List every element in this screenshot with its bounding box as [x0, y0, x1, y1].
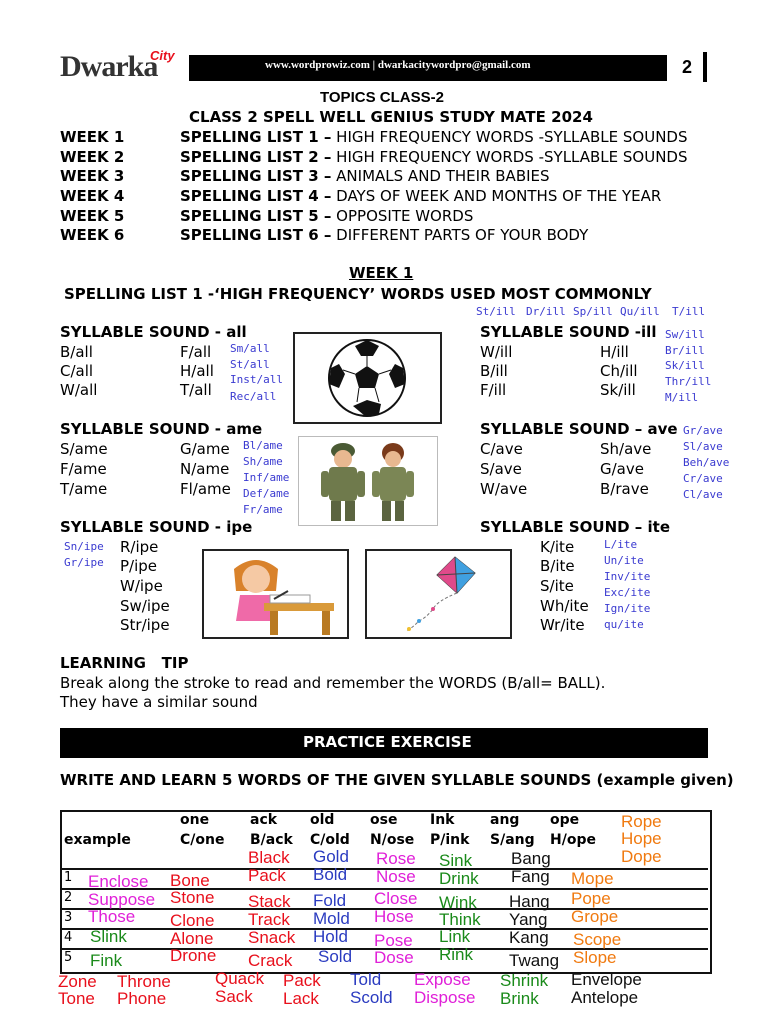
hw-word: Envelope [571, 970, 642, 989]
week-row [60, 187, 124, 205]
hw-word: Shrink [500, 971, 549, 990]
word: F/ill [480, 381, 507, 399]
soldiers-icon [299, 437, 437, 525]
hw-word: Pack [248, 866, 286, 885]
note: Gr/ipe [64, 556, 104, 569]
hw-word: Brink [500, 989, 539, 1008]
word: S/ame [60, 440, 108, 458]
note: Sh/ame [243, 455, 283, 468]
hw-word: Black [248, 848, 290, 867]
kite-icon [367, 551, 510, 637]
hw-word: Antelope [571, 988, 639, 1007]
football-image [293, 332, 442, 424]
list-desc: OPPOSITE WORDS [336, 207, 474, 225]
hw-word: Dope [621, 847, 662, 866]
word: G/ave [600, 460, 644, 478]
hw-word: Link [439, 927, 471, 946]
word: C/all [60, 362, 94, 380]
col-sub: C/old [310, 832, 350, 848]
hw-word: Alone [170, 929, 214, 948]
hw-word: Lack [283, 989, 319, 1008]
hw-word: Bold [313, 865, 348, 884]
col-head: one [180, 812, 210, 828]
syllable-ame-title: SYLLABLE SOUND - ame [60, 420, 263, 438]
word: T/all [180, 381, 212, 399]
hw-word: Suppose [88, 890, 156, 909]
note: Inst/all [230, 373, 283, 386]
hw-word: Those [88, 907, 136, 926]
hw-word: Zone [58, 972, 97, 991]
word: K/ite [540, 538, 575, 556]
col-sub: B/ack [250, 832, 293, 848]
top-note: St/ill [476, 305, 516, 318]
col-sub: P/ink [430, 832, 470, 848]
syllable-ite-title: SYLLABLE SOUND – ite [480, 518, 671, 536]
note: qu/ite [604, 618, 644, 631]
word: F/all [180, 343, 212, 361]
word: B/all [60, 343, 93, 361]
week-label: WEEK 3 [60, 167, 125, 185]
syllable-ave-title: SYLLABLE SOUND – ave [480, 420, 678, 438]
hw-word: Hope [621, 829, 662, 848]
note: Cr/ave [683, 472, 723, 485]
hw-word: Snack [248, 928, 296, 947]
page-number-bar [703, 52, 707, 82]
top-note: Qu/ill [620, 305, 660, 318]
list-label: SPELLING LIST 6 – [180, 226, 332, 244]
note: Thr/ill [665, 375, 712, 388]
hw-word: Phone [117, 989, 167, 1008]
kite-image [365, 549, 512, 639]
word: Ch/ill [600, 362, 638, 380]
top-note: Dr/ill [526, 305, 566, 318]
col-sub: C/one [180, 832, 225, 848]
practice-instruction: WRITE AND LEARN 5 WORDS OF THE GIVEN SYLLABLE SOUNDS (example given) [60, 771, 734, 789]
word: S/ite [540, 577, 574, 595]
syllable-ill-title: SYLLABLE SOUND -ill [480, 323, 657, 341]
hw-word: Hose [374, 907, 414, 926]
week-label: WEEK 1 [60, 128, 125, 146]
note: Sl/ave [683, 440, 723, 453]
list-desc: ANIMALS AND THEIR BABIES [336, 167, 550, 185]
note: Exc/ite [604, 586, 651, 599]
col-head: ang [490, 812, 520, 828]
week-row [60, 128, 124, 146]
word: B/ite [540, 557, 575, 575]
col-head: Ink [430, 812, 455, 828]
word: B/rave [600, 480, 649, 498]
note: Un/ite [604, 554, 644, 567]
col-head: ack [250, 812, 278, 828]
hw-word: Scope [573, 930, 622, 949]
col-sub: example [64, 832, 131, 848]
logo-text: Dwarka [60, 50, 158, 83]
note: Fr/ame [243, 503, 283, 516]
note: St/all [230, 358, 270, 371]
hw-word: Think [439, 910, 481, 929]
week-list [180, 148, 688, 166]
hw-word: Kang [509, 928, 549, 947]
row-number: 1 [64, 870, 73, 885]
word: S/ave [480, 460, 522, 478]
list-desc: HIGH FREQUENCY WORDS -SYLLABLE SOUNDS [336, 148, 688, 166]
logo [60, 48, 175, 84]
col-head: ose [370, 812, 398, 828]
word: W/ave [480, 480, 528, 498]
note: Def/ame [243, 487, 290, 500]
word: Sh/ave [600, 440, 652, 458]
hw-word: Rope [621, 812, 662, 831]
hw-word: Dispose [414, 988, 476, 1007]
list-label: SPELLING LIST 4 – [180, 187, 332, 205]
hw-word: Sack [215, 987, 253, 1006]
hw-word: Hang [509, 892, 550, 911]
word: H/ill [600, 343, 629, 361]
note: Sw/ill [665, 328, 705, 341]
football-icon [295, 334, 440, 422]
word: P/ipe [120, 557, 158, 575]
row-number: 4 [64, 930, 73, 945]
word: Wr/ite [540, 616, 585, 634]
list-desc: DAYS OF WEEK AND MONTHS OF THE YEAR [336, 187, 662, 205]
girl-writing-image [202, 549, 349, 639]
tip-line2: They have a similar sound [60, 693, 258, 711]
logo-super: City [150, 48, 175, 63]
word: W/ipe [120, 577, 163, 595]
note: Sn/ipe [64, 540, 104, 553]
word: H/all [180, 362, 214, 380]
col-sub: S/ang [490, 832, 535, 848]
week-row [60, 226, 124, 244]
hw-word: Throne [117, 972, 171, 991]
note: Rec/all [230, 390, 277, 403]
col-head: ope [550, 812, 580, 828]
word: R/ipe [120, 538, 159, 556]
syllable-ipe-title: SYLLABLE SOUND - ipe [60, 518, 253, 536]
week-row [60, 167, 124, 185]
word: W/all [60, 381, 98, 399]
hw-word: Slope [573, 948, 617, 967]
list-label: SPELLING LIST 1 – [180, 128, 332, 146]
note: Inv/ite [604, 570, 651, 583]
hw-word: Fold [313, 891, 347, 910]
hw-word: Slink [90, 927, 127, 946]
word: Sw/ipe [120, 597, 170, 615]
hw-word: Track [248, 910, 290, 929]
week-label: WEEK 2 [60, 148, 125, 166]
row-number: 3 [64, 910, 73, 925]
top-note: T/ill [672, 305, 706, 318]
word: G/ame [180, 440, 230, 458]
word: F/ame [60, 460, 107, 478]
hw-word: Pose [374, 931, 413, 950]
hw-word: Dose [374, 948, 414, 967]
hw-word: Twang [509, 951, 560, 970]
hw-word: Sold [318, 947, 353, 966]
note: Inf/ame [243, 471, 290, 484]
hw-word: Pack [283, 971, 321, 990]
note: Bl/ame [243, 439, 283, 452]
hw-word: Stone [170, 888, 215, 907]
week-row [60, 148, 124, 166]
hw-word: Fink [90, 951, 123, 970]
hw-word: Wink [439, 893, 477, 912]
note: Sm/all [230, 342, 270, 355]
hw-word: Rink [439, 945, 474, 964]
week-label: WEEK 5 [60, 207, 125, 225]
hw-word: Bang [511, 849, 551, 868]
week1-heading: WEEK 1 [349, 264, 414, 282]
hw-word: Sink [439, 851, 473, 870]
note: Ign/ite [604, 602, 651, 615]
word: W/ill [480, 343, 513, 361]
col-sub: N/ose [370, 832, 415, 848]
col-head: old [310, 812, 335, 828]
list-desc: DIFFERENT PARTS OF YOUR BODY [336, 226, 589, 244]
word: Fl/ame [180, 480, 231, 498]
hw-word: Enclose [88, 872, 149, 891]
list-label: SPELLING LIST 5 – [180, 207, 332, 225]
hw-word: Mold [313, 909, 350, 928]
week-list [180, 207, 473, 225]
word: Sk/ill [600, 381, 636, 399]
note: Br/ill [665, 344, 705, 357]
list-desc: HIGH FREQUENCY WORDS -SYLLABLE SOUNDS [336, 128, 688, 146]
hw-word: Close [374, 889, 418, 908]
hw-word: Scold [350, 988, 393, 1007]
note: Beh/ave [683, 456, 730, 469]
col-sub: H/ope [550, 832, 596, 848]
week-list [180, 226, 588, 244]
syllable-all-title: SYLLABLE SOUND - all [60, 323, 247, 341]
week-list [180, 128, 688, 146]
word: C/ave [480, 440, 523, 458]
hw-word: Pope [571, 889, 611, 908]
hw-word: Quack [215, 969, 265, 988]
week-label: WEEK 4 [60, 187, 125, 205]
hw-word: Tone [58, 989, 95, 1008]
tip-title: LEARNING TIP [60, 654, 189, 672]
hw-word: Told [350, 970, 382, 989]
practice-banner-text: PRACTICE EXERCISE [303, 733, 472, 751]
hw-word: Crack [248, 951, 293, 970]
row-number: 5 [64, 950, 73, 965]
hw-word: Nose [376, 867, 416, 886]
hw-word: Clone [170, 911, 215, 930]
topics-subtitle: CLASS 2 SPELL WELL GENIUS STUDY MATE 2024 [189, 108, 593, 126]
word: B/ill [480, 362, 508, 380]
tip-line1: Break along the stroke to read and remember the WORDS (B/all= BALL). [60, 674, 606, 692]
note: M/ill [665, 391, 699, 404]
hw-word: Stack [248, 892, 291, 911]
soldiers-image [298, 436, 438, 526]
week1-subheading: SPELLING LIST 1 -‘HIGH FREQUENCY’ WORDS USED MOST COMMONLY [64, 285, 652, 303]
word: T/ame [60, 480, 108, 498]
hw-word: Expose [414, 970, 471, 989]
hw-word: Yang [509, 910, 548, 929]
week-row [60, 207, 124, 225]
list-label: SPELLING LIST 3 – [180, 167, 332, 185]
hw-word: Mope [571, 869, 614, 888]
row-number: 2 [64, 890, 73, 905]
word: Str/ipe [120, 616, 170, 634]
word: N/ame [180, 460, 230, 478]
page-number: 2 [682, 57, 693, 77]
note: L/ite [604, 538, 638, 551]
contact-line: www.wordprowiz.com | dwarkacitywordpro@gmail.com [265, 59, 531, 71]
hw-word: Drone [170, 946, 217, 965]
week-list [180, 187, 661, 205]
hw-word: Grope [571, 907, 619, 926]
hw-word: Fang [511, 867, 550, 886]
hw-word: Hold [313, 927, 348, 946]
note: Sk/ill [665, 359, 705, 372]
hw-word: Bone [170, 871, 210, 890]
topics-title: TOPICS CLASS-2 [320, 89, 444, 106]
word: Wh/ite [540, 597, 589, 615]
note: Gr/ave [683, 424, 723, 437]
hw-word: Gold [313, 847, 349, 866]
girl-writing-icon [204, 551, 347, 637]
hw-word: Drink [439, 869, 479, 888]
hw-word: Rose [376, 849, 416, 868]
note: Cl/ave [683, 488, 723, 501]
top-note: Sp/ill [573, 305, 613, 318]
week-list [180, 167, 550, 185]
week-label: WEEK 6 [60, 226, 125, 244]
list-label: SPELLING LIST 2 – [180, 148, 332, 166]
